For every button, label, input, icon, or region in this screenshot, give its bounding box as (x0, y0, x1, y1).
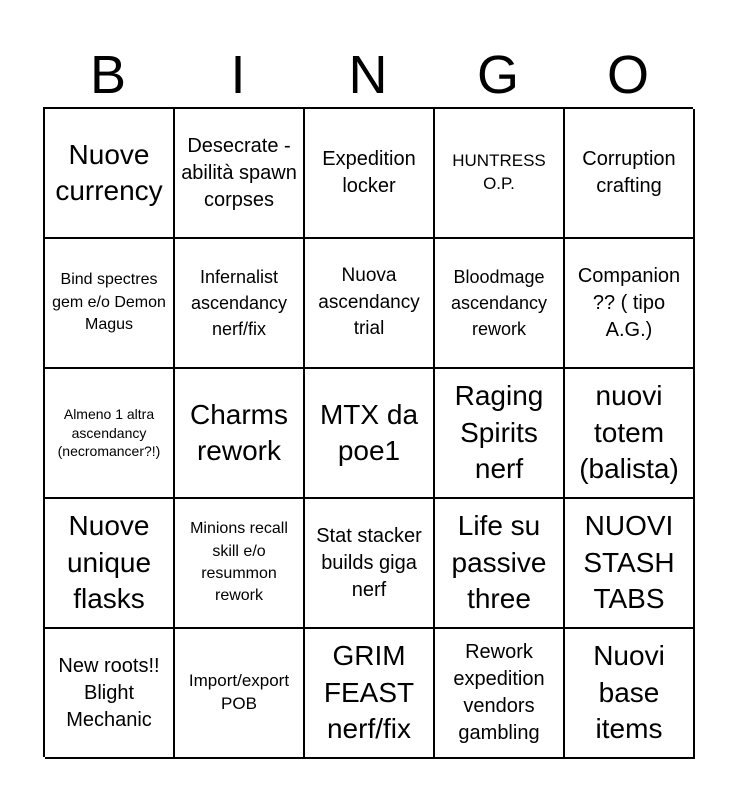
bingo-cell[interactable]: Companion ?? ( tipo A.G.) (565, 239, 695, 369)
bingo-cell[interactable]: New roots!! Blight Mechanic (45, 629, 175, 759)
bingo-cell[interactable]: Nuove currency (45, 109, 175, 239)
bingo-cell[interactable]: NUOVI STASH TABS (565, 499, 695, 629)
bingo-cell[interactable]: Infernalist ascendancy nerf/fix (175, 239, 305, 369)
bingo-cell[interactable]: HUNTRESS O.P. (435, 109, 565, 239)
bingo-cell[interactable]: Import/export POB (175, 629, 305, 759)
bingo-cell[interactable]: Corruption crafting (565, 109, 695, 239)
bingo-cell[interactable]: Desecrate - abilità spawn corpses (175, 109, 305, 239)
bingo-cell[interactable]: GRIM FEAST nerf/fix (305, 629, 435, 759)
bingo-cell[interactable]: Life su passive three (435, 499, 565, 629)
bingo-cell[interactable]: Expedition locker (305, 109, 435, 239)
header-letter-b: B (89, 45, 127, 105)
bingo-cell[interactable]: Bind spectres gem e/o Demon Magus (45, 239, 175, 369)
bingo-cell[interactable]: Charms rework (175, 369, 305, 499)
bingo-cell[interactable]: nuovi totem (balista) (565, 369, 695, 499)
bingo-board (43, 107, 693, 757)
bingo-cell[interactable]: Nuove unique flasks (45, 499, 175, 629)
header-letter-n: N (348, 45, 388, 105)
header-letter-i: I (230, 45, 246, 105)
bingo-header (43, 44, 693, 106)
bingo-cell[interactable]: Nuova ascendancy trial (305, 239, 435, 369)
bingo-cell[interactable]: MTX da poe1 (305, 369, 435, 499)
bingo-cell[interactable]: Rework expedition vendors gambling (435, 629, 565, 759)
bingo-cell[interactable]: Bloodmage ascendancy rework (435, 239, 565, 369)
bingo-cell[interactable]: Raging Spirits nerf (435, 369, 565, 499)
header-letter-o: O (606, 45, 649, 105)
bingo-cell[interactable]: Almeno 1 altra ascendancy (necromancer?!) (45, 369, 175, 499)
bingo-cell[interactable]: Minions recall skill e/o resummon rework (175, 499, 305, 629)
bingo-cell[interactable]: Nuovi base items (565, 629, 695, 759)
header-letter-g: G (476, 45, 519, 105)
bingo-cell[interactable]: Stat stacker builds giga nerf (305, 499, 435, 629)
